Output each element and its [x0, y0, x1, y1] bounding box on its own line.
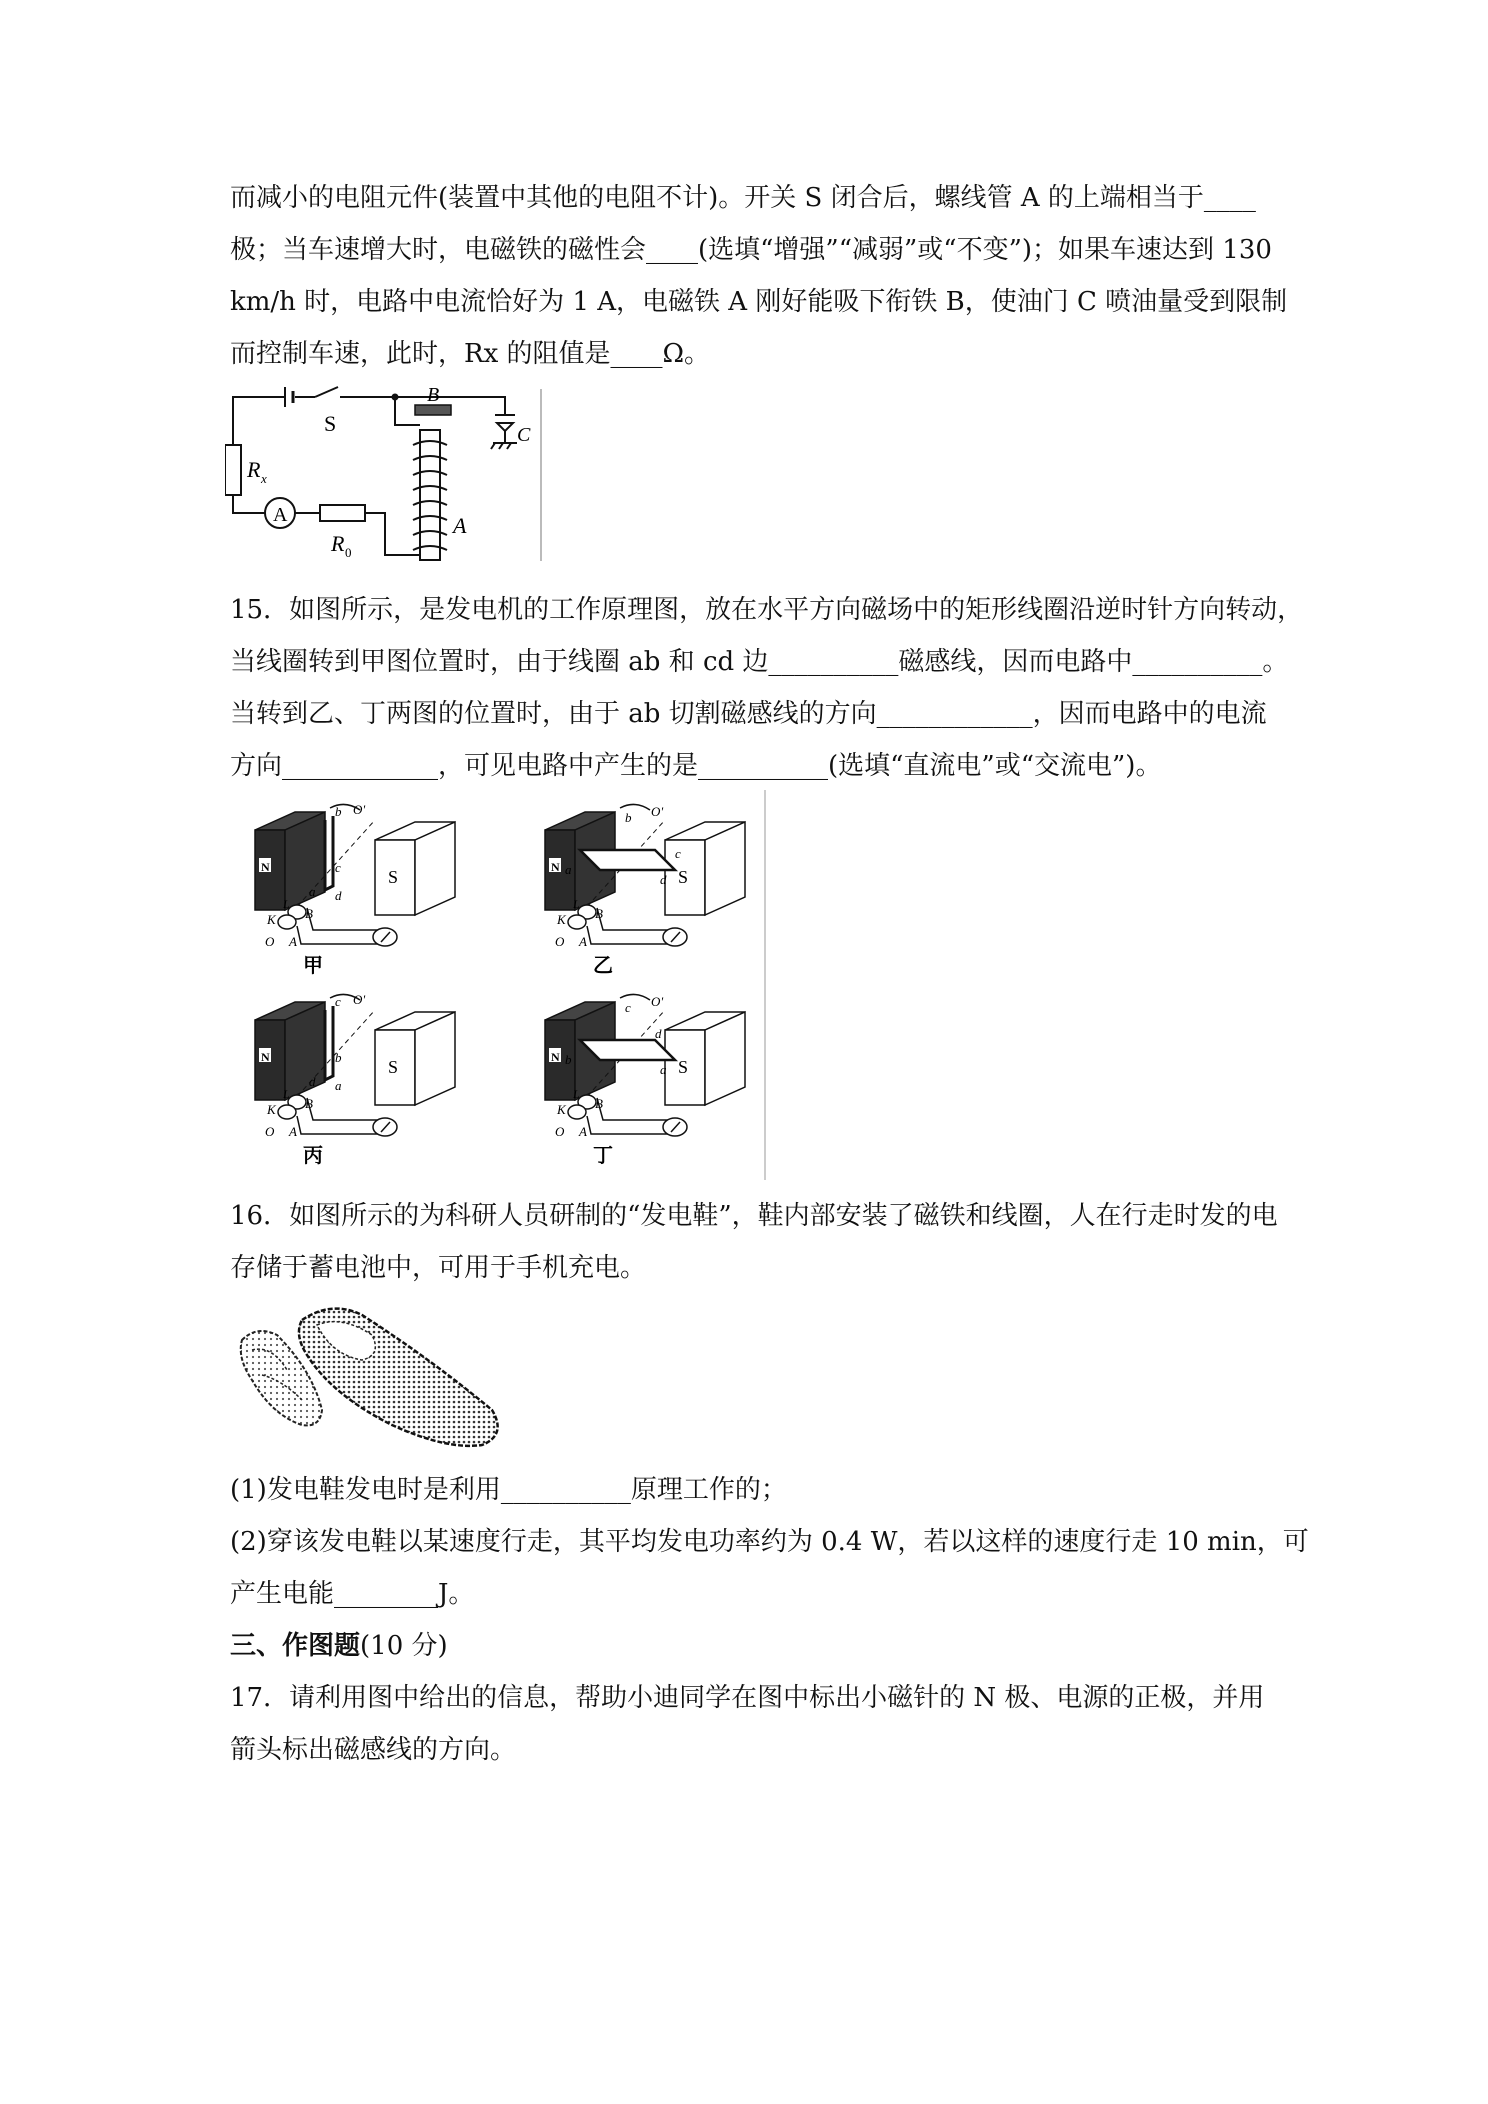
svg-text:A: A	[579, 934, 587, 949]
q16-line-2: 存储于蓄电池中，可用于手机充电。	[230, 1253, 647, 1283]
svg-text:d: d	[335, 888, 342, 903]
q14-line-4: 而控制车速，此时，Rx 的阻值是____Ω。	[230, 339, 711, 369]
svg-text:B: B	[305, 906, 313, 921]
q16-shoe-figure	[232, 1300, 512, 1455]
svg-text:K: K	[267, 1102, 276, 1117]
label-a: A	[453, 513, 467, 538]
svg-text:b: b	[335, 1050, 342, 1065]
svg-text:O': O'	[353, 992, 366, 1007]
svg-text:K: K	[557, 1102, 566, 1117]
q15-line-2: 当线圈转到甲图位置时，由于线圈 ab 和 cd 边__________磁感线，因而电路中__________。	[230, 647, 1289, 677]
armature-b	[415, 405, 451, 415]
svg-text:d: d	[655, 1026, 662, 1041]
q16-sub2-line-1: (2)穿该发电鞋以某速度行走，其平均发电功率约为 0.4 W，若以这样的速度行走 10 min，可	[230, 1527, 1309, 1557]
caption-yi: 乙	[593, 955, 613, 977]
svg-text:a: a	[309, 884, 316, 899]
svg-text:O': O'	[651, 804, 664, 819]
svg-text:B: B	[595, 906, 603, 921]
label-r0: R	[331, 531, 345, 556]
q15-line-1: 15．如图所示，是发电机的工作原理图，放在水平方向磁场中的矩形线圈沿逆时针方向转动，	[230, 595, 1304, 625]
svg-text:O: O	[265, 1124, 275, 1139]
q16-sub2-line-2: 产生电能________J。	[230, 1579, 475, 1609]
svg-text:N: N	[261, 860, 270, 874]
label-r0-sub: 0	[345, 545, 352, 560]
caption-bing: 丙	[303, 1145, 323, 1167]
svg-text:N: N	[551, 1050, 560, 1064]
svg-text:O': O'	[353, 802, 366, 817]
q15-line-4: 方向____________，可见电路中产生的是__________(选填“直流电”或“交流电”)。	[230, 751, 1162, 781]
q17-line-2: 箭头标出磁感线的方向。	[230, 1735, 517, 1765]
label-s: S	[324, 411, 337, 436]
label-ammeter: A	[273, 504, 288, 526]
label-c: C	[517, 424, 531, 446]
svg-text:O': O'	[651, 994, 664, 1009]
svg-text:c: c	[335, 860, 341, 875]
q14-line-2: 极；当车速增大时，电磁铁的磁性会____(选填“增强”“减弱”或“不变”)；如果车速达到 130	[230, 235, 1272, 265]
q15-line-3: 当转到乙、丁两图的位置时，由于 ab 切割磁感线的方向____________，因而电路中的电流	[230, 699, 1267, 729]
svg-text:O: O	[555, 1124, 565, 1139]
svg-text:a: a	[335, 1078, 342, 1093]
svg-text:c: c	[675, 846, 681, 861]
svg-text:B: B	[595, 1096, 603, 1111]
svg-text:K: K	[267, 912, 276, 927]
svg-text:K: K	[557, 912, 566, 927]
q16-sub1: (1)发电鞋发电时是利用__________原理工作的；	[230, 1475, 787, 1505]
svg-text:S: S	[388, 867, 399, 887]
svg-text:O: O	[555, 934, 565, 949]
svg-text:c: c	[335, 994, 341, 1009]
svg-text:b: b	[335, 804, 342, 819]
q14-line-1: 而减小的电阻元件(装置中其他的电阻不计)。开关 S 闭合后，螺线管 A 的上端相当于____	[230, 183, 1256, 213]
svg-text:B: B	[305, 1096, 313, 1111]
svg-text:N: N	[551, 860, 560, 874]
svg-text:L: L	[573, 1087, 580, 1101]
label-b: B	[427, 385, 440, 406]
label-rx-sub: x	[261, 471, 267, 486]
svg-text:b: b	[625, 810, 632, 825]
section-heading	[230, 1628, 1270, 1664]
svg-text:A: A	[289, 1124, 297, 1139]
q14-line-3: km/h 时，电路中电流恰好为 1 A，电磁铁 A 刚好能吸下衔铁 B，使油门 C 喷油量受到限制	[230, 287, 1288, 317]
q14-circuit-figure	[225, 385, 545, 565]
q15-generator-figure	[235, 790, 770, 1180]
svg-text:A: A	[579, 1124, 587, 1139]
svg-text:a: a	[660, 1062, 667, 1077]
section-score: (10 分)	[360, 1631, 448, 1661]
svg-text:N: N	[261, 1050, 270, 1064]
svg-text:L: L	[283, 1087, 290, 1101]
caption-ding: 丁	[593, 1145, 613, 1167]
caption-jia: 甲	[303, 955, 323, 977]
label-rx: R	[247, 457, 261, 482]
q16-line-1: 16．如图所示的为科研人员研制的“发电鞋”，鞋内部安装了磁铁和线圈，人在行走时发的电	[230, 1201, 1278, 1231]
q17-line-1: 17．请利用图中给出的信息，帮助小迪同学在图中标出小磁针的 N 极、电源的正极，并用	[230, 1683, 1265, 1713]
svg-text:S: S	[388, 1057, 399, 1077]
svg-text:O: O	[265, 934, 275, 949]
svg-text:S: S	[678, 867, 689, 887]
svg-text:A: A	[289, 934, 297, 949]
svg-text:L: L	[573, 897, 580, 911]
section-title: 三、作图题	[230, 1631, 361, 1661]
svg-text:L: L	[283, 897, 290, 911]
svg-text:d: d	[309, 1074, 316, 1089]
svg-text:b: b	[565, 1052, 572, 1067]
svg-text:c: c	[625, 1000, 631, 1015]
svg-text:d: d	[660, 872, 667, 887]
svg-text:S: S	[678, 1057, 689, 1077]
svg-text:a: a	[565, 862, 572, 877]
